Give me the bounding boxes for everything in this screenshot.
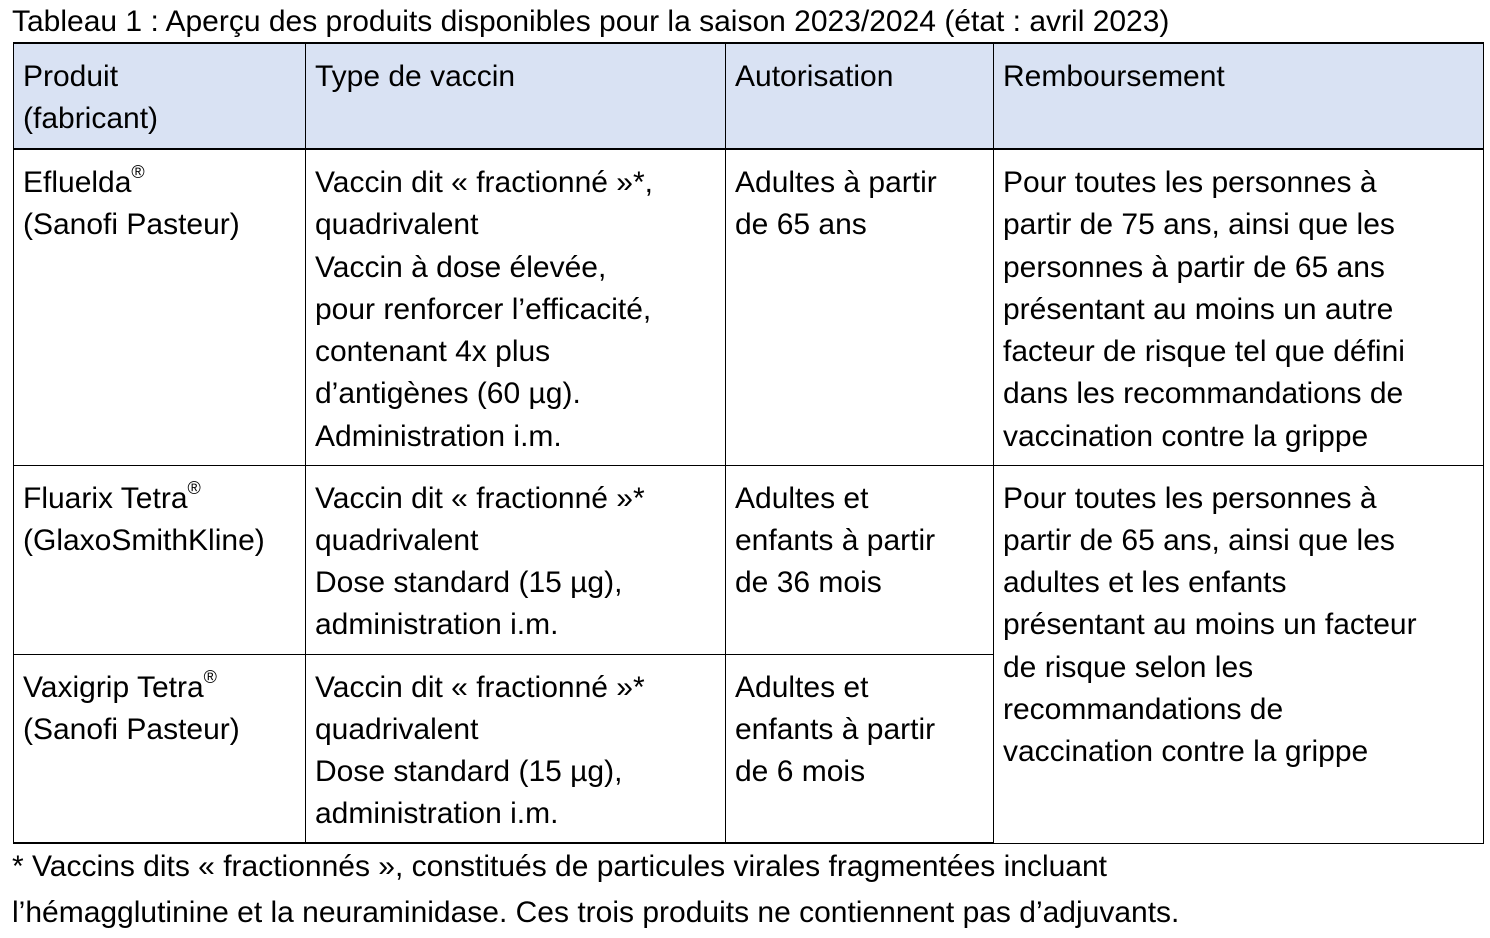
vaccine-type-cell: Vaccin dit « fractionné »* quadrivalent Dose standard (15 µg), administration i.m. <box>306 465 726 654</box>
authorization-cell: Adultes et enfants à partir de 6 mois <box>726 654 994 843</box>
vaccine-products-table <box>13 42 1484 844</box>
header-product <box>14 43 306 149</box>
table-row-efluelda <box>14 149 1484 465</box>
vaccine-type-cell: Vaccin dit « fractionné »*, quadrivalent Vaccin à dose élevée, pour renforcer l’efficacité, contenant 4x plus d’antigènes (60 µg). Administration i.m. <box>306 149 726 465</box>
reimbursement-cell-efluelda: Pour toutes les personnes à partir de 75 ans, ainsi que les personnes à partir de 65 ans présentant au moins un autre facteur de risque tel que défini dans les recommandations de vaccination contre la grippe <box>994 149 1484 465</box>
vaccine-type-cell: Vaccin dit « fractionné »* quadrivalent Dose standard (15 µg), administration i.m. <box>306 654 726 843</box>
header-manufacturer-label: (fabricant) <box>23 102 159 136</box>
header-product-label: Produit <box>23 60 119 93</box>
table-row-fluarix-tetra <box>14 465 1484 654</box>
table-footnote: * Vaccins dits « fractionnés », constitués de particules virales fragmentées incluant l’hémagglutinine et la neuraminidase. Ces trois produits ne contiennent pas d’adjuvants. <box>12 850 1180 929</box>
registered-mark: ® <box>131 162 145 182</box>
product-name: Efluelda <box>23 166 132 199</box>
product-name: Fluarix Tetra <box>23 481 188 515</box>
manufacturer-name: (Sanofi Pasteur) <box>23 712 240 746</box>
product-cell <box>14 465 306 654</box>
registered-mark: ® <box>187 477 201 498</box>
product-cell <box>14 149 306 465</box>
header-vaccine-type: Type de vaccin <box>306 43 726 149</box>
header-authorization: Autorisation <box>726 43 994 149</box>
table-header-row <box>14 43 1484 149</box>
table-caption: Tableau 1 : Aperçu des produits disponibles pour la saison 2023/2024 (état : avril 2023) <box>12 5 1170 38</box>
registered-mark: ® <box>203 666 217 687</box>
authorization-cell: Adultes à partir de 65 ans <box>726 149 994 465</box>
manufacturer-name: (Sanofi Pasteur) <box>23 208 240 242</box>
authorization-cell: Adultes et enfants à partir de 36 mois <box>726 465 994 654</box>
product-name: Vaxigrip Tetra <box>23 670 204 704</box>
header-reimbursement: Remboursement <box>994 43 1484 149</box>
reimbursement-cell-tetra: Pour toutes les personnes à partir de 65 ans, ainsi que les adultes et les enfants présentant au moins un facteur de risque selon les recommandations de vaccination contre la grippe <box>994 465 1484 843</box>
manufacturer-name: (GlaxoSmithKline) <box>23 523 265 557</box>
product-cell <box>14 654 306 843</box>
